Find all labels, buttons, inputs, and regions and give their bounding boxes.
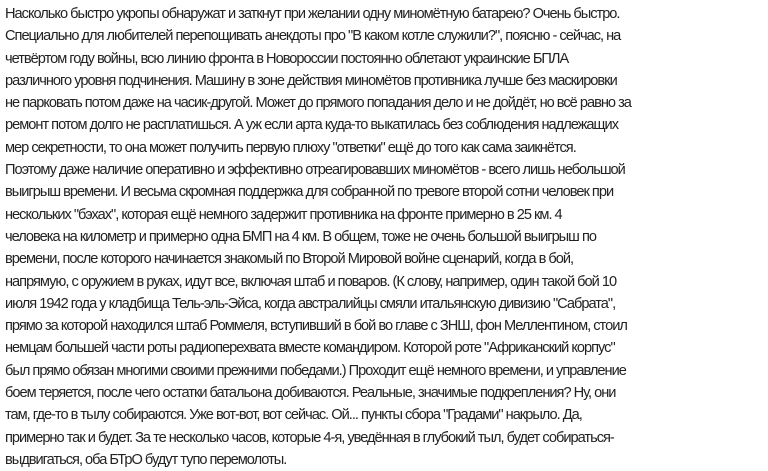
post-text-line: ремонт потом долго не расплатишься. А уж если арта куда-то выкатилась без соблюдения надлежащих	[5, 117, 618, 134]
post-text-line: мер секретности, то она может получить первую плюху "ответки" ещё до того как сама заикнётся.	[5, 139, 576, 156]
post-text-line: не парковать потом даже на часик-другой. Может до прямого попадания дело и не дойдёт, но всё равно за	[5, 95, 631, 112]
post-text-line: человека на километр и примерно одна БМП на 4 км. В общем, тоже не очень большой выигрыш по	[5, 228, 596, 245]
post-text-line: времени, после которого начинается знакомый по Второй Мировой войне сценарий, когда в бой,	[5, 251, 574, 268]
post-text-line: июля 1942 года у кладбища Тель-эль-Эйса, когда австралийцы смяли итальянскую дивизию "Сабрата",	[5, 295, 616, 312]
post-text-line: примерно так и будет. За те несколько часов, которые 4-я, уведённая в глубокий тыл, будет собираться-	[5, 429, 614, 446]
post-text-line: напрямую, с оружием в руках, идут все, включая штаб и поваров. (К слову, например, один такой бой 10	[5, 273, 617, 290]
post-text	[5, 3, 764, 471]
post-text-line: выигрыш времени. И весьма скромная поддержка для собранной по тревоге второй сотни человек при	[5, 184, 614, 201]
post-text-line: был прямо обязан многими своими прежними победами.) Проходит ещё немного времени, и управление	[5, 362, 626, 379]
post-text-line: немцам большей части роты радиоперехвата вместе командиром. Которой роте "Африканский корпус"	[5, 340, 615, 357]
post-text-line: боем теряется, после чего остатки батальона добиваются. Реальные, значимые подкрепления? Ну, они	[5, 385, 616, 402]
post-text-line: выдвигаться, оба БТрО будут тупо перемолоты.	[5, 451, 287, 468]
post-text-line: прямо за которой находился штаб Роммеля, вступивший в бой во главе с ЗНШ, фон Меллентином, стоил	[5, 318, 627, 335]
post-text-line: там, где-то в тылу собираются. Уже вот-вот, вот сейчас. Ой... пункты сбора "Градами" накрыло. Да,	[5, 407, 582, 424]
post-text-line: Специально для любителей перепощивать анекдоты про "В каком котле служили?", поясню - сейчас, на	[5, 28, 621, 45]
post-text-line: Поэтому даже наличие оперативно и эффективно отреагировавших миномётов - всего лишь небольшой	[5, 162, 625, 179]
post-text-line: Насколько быстро укропы обнаружат и заткнут при желании одну миномётную батарею? Очень быстро.	[5, 6, 620, 22]
post-text-line: нескольких "бэхах", которая ещё немного задержит противника на фронте примерно в 25 км. 4	[5, 206, 562, 223]
post-text-line: четвёртом году войны, всю линию фронта в Новороссии постоянно облетают украинские БПЛА	[5, 50, 569, 67]
post-text-line: различного уровня подчинения. Машину в зоне действия миномётов противника лучше без маскировки	[5, 72, 617, 89]
